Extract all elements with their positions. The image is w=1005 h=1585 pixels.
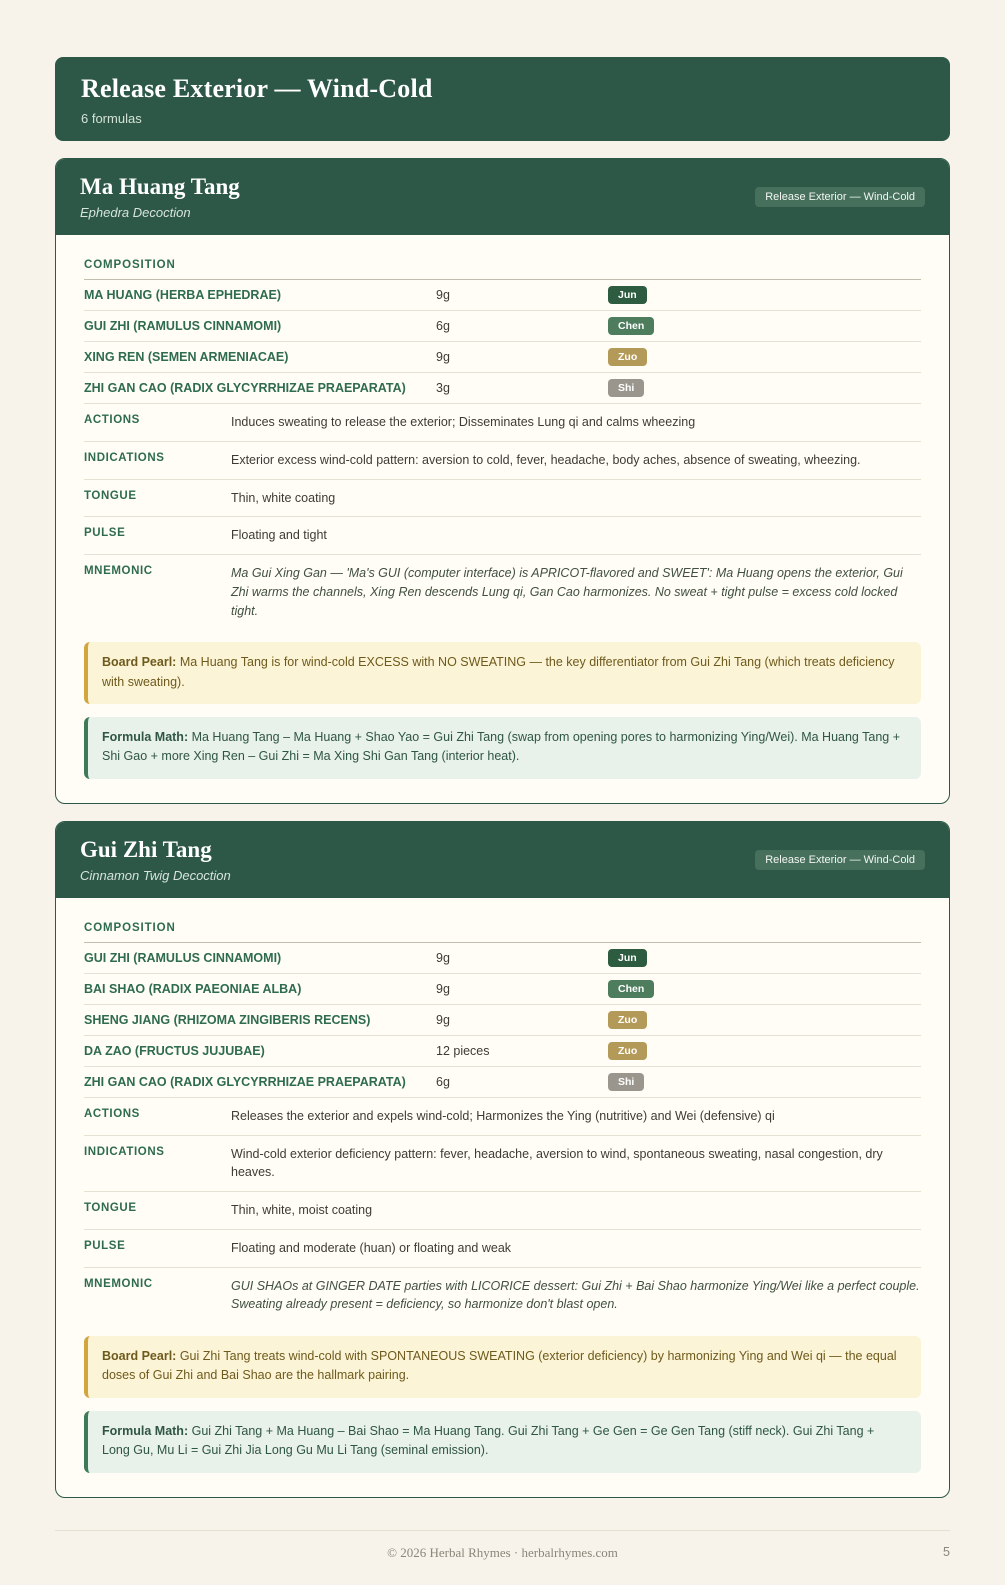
card-body [56, 235, 949, 803]
detail-text: Thin, white coating [231, 490, 336, 505]
composition-heading: COMPOSITION [84, 922, 921, 943]
board-pearl-callout [84, 1336, 921, 1398]
detail-row-actions [84, 404, 921, 442]
formula-card-gui-zhi-tang [55, 821, 950, 1498]
detail-label: TONGUE [84, 1202, 137, 1214]
detail-label: ACTIONS [84, 414, 140, 426]
composition-heading: COMPOSITION [84, 259, 921, 280]
formula-name: Ma Huang Tang [80, 174, 240, 199]
herb-name: BAI SHAO (RADIX PAEONIAE ALBA) [84, 973, 436, 1004]
detail-text: Exterior excess wind-cold pattern: aversion to cold, fever, headache, body aches, absence of sweating, wheezing. [231, 452, 861, 467]
composition-row [84, 973, 921, 1004]
detail-row-indications [84, 1136, 921, 1193]
formula-math-label: Formula Math: [102, 730, 189, 744]
card-header-text [80, 837, 231, 883]
formula-math-label: Formula Math: [102, 1423, 189, 1438]
role-badge: Zuo [608, 1011, 647, 1029]
formula-subtitle: Ephedra Decoction [80, 205, 191, 220]
herb-dose: 9g [436, 973, 608, 1004]
composition-table [84, 943, 921, 1098]
detail-text: Thin, white, moist coating [231, 1203, 373, 1217]
detail-row-tongue [84, 480, 921, 518]
card-header [56, 822, 949, 898]
section-title: Release Exterior — Wind-Cold [81, 74, 433, 103]
detail-label: PULSE [84, 1239, 126, 1252]
card-header [56, 159, 949, 235]
category-badge: Release Exterior — Wind-Cold [755, 850, 925, 870]
detail-text: Ma Gui Xing Gan — 'Ma's GUI (computer interface) is APRICOT-flavored and SWEET': Ma Huang opens the exterior, Gui Zhi warms the channels, Xing Ren descends Lung qi, Gan Cao harmonizes. No sweat + tight pulse = excess cold locked tight. [231, 566, 903, 618]
composition-row [84, 342, 921, 373]
herb-dose: 12 pieces [436, 1035, 608, 1066]
detail-text: Induces sweating to release the exterior; Disseminates Lung qi and calms wheezing [231, 415, 696, 429]
section-header [55, 57, 950, 141]
composition-row [84, 280, 921, 311]
composition-row [84, 1004, 921, 1035]
copyright-text: © 2026 Herbal Rhymes · herbalrhymes.com [387, 1544, 618, 1560]
detail-label: ACTIONS [84, 1107, 140, 1120]
herb-name: GUI ZHI (RAMULUS CINNAMOMI) [84, 943, 436, 974]
herb-dose: 3g [436, 373, 608, 404]
herb-name: SHENG JIANG (RHIZOMA ZINGIBERIS RECENS) [84, 1004, 436, 1035]
composition-row [84, 943, 921, 974]
role-badge: Shi [608, 1073, 644, 1091]
detail-label: PULSE [84, 527, 126, 540]
herb-name: DA ZAO (FRUCTUS JUJUBAE) [84, 1035, 436, 1066]
composition-table [84, 280, 921, 404]
card-header-text [80, 174, 240, 220]
role-badge: Shi [608, 379, 644, 397]
herb-name: MA HUANG (HERBA EPHEDRAE) [84, 280, 436, 311]
role-badge: Chen [608, 980, 654, 998]
detail-text: Floating and moderate (huan) or floating and weak [231, 1240, 512, 1255]
board-pearl-text: Gui Zhi Tang treats wind-cold with SPONTANEOUS SWEATING (exterior deficiency) by harmonizing Ying and Wei qi — the equal doses of Gui Zhi and Bai Shao are the hallmark pairing. [102, 1349, 897, 1383]
herb-dose: 6g [436, 1066, 608, 1097]
detail-row-mnemonic [84, 1268, 921, 1324]
role-badge: Jun [608, 949, 647, 967]
page-number: 5 [943, 1544, 950, 1559]
composition-row [84, 311, 921, 342]
detail-text: Wind-cold exterior deficiency pattern: fever, headache, aversion to wind, spontaneous sweating, nasal congestion, dry heaves. [231, 1146, 883, 1180]
category-badge: Release Exterior — Wind-Cold [755, 187, 925, 207]
formula-math-callout [84, 1411, 921, 1473]
formula-count: 6 formulas [81, 111, 142, 126]
role-badge: Zuo [608, 348, 647, 366]
card-body [56, 898, 949, 1497]
detail-row-mnemonic [84, 555, 921, 629]
composition-row [84, 373, 921, 404]
board-pearl-callout [84, 642, 921, 704]
composition-row [84, 1035, 921, 1066]
herb-dose: 9g [436, 342, 608, 373]
detail-row-pulse [84, 1230, 921, 1268]
role-badge: Chen [608, 317, 654, 335]
role-badge: Zuo [608, 1042, 647, 1060]
detail-text: Releases the exterior and expels wind-cold; Harmonizes the Ying (nutritive) and Wei (defensive) qi [231, 1108, 775, 1123]
detail-label: TONGUE [84, 489, 137, 502]
detail-label: MNEMONIC [84, 1277, 153, 1290]
herb-dose: 9g [436, 280, 608, 311]
formula-card-ma-huang-tang [55, 158, 950, 804]
herb-name: GUI ZHI (RAMULUS CINNAMOMI) [84, 311, 436, 342]
board-pearl-label: Board Pearl: [102, 655, 177, 670]
herb-name: XING REN (SEMEN ARMENIACAE) [84, 342, 436, 373]
herb-dose: 6g [436, 311, 608, 342]
herb-dose: 9g [436, 943, 608, 974]
formula-math-text: Ma Huang Tang – Ma Huang + Shao Yao = Gui Zhi Tang (swap from opening pores to harmonizing Ying/Wei). Ma Huang Tang + Shi Gao + more Xing Ren – Gui Zhi = Ma Xing Shi Gan Tang (interior heat). [102, 730, 901, 764]
herb-name: ZHI GAN CAO (RADIX GLYCYRRHIZAE PRAEPARATA) [84, 1066, 436, 1097]
detail-text: GUI SHAOs at GINGER DATE parties with LICORICE dessert: Gui Zhi + Bai Shao harmonize Ying/Wei like a perfect couple. Sweating already present = deficiency, so harmonize don't blast open. [231, 1278, 920, 1312]
detail-row-tongue [84, 1192, 921, 1230]
detail-row-pulse [84, 517, 921, 555]
detail-label: INDICATIONS [84, 451, 165, 464]
detail-text: Floating and tight [231, 528, 327, 543]
herb-name: ZHI GAN CAO (RADIX GLYCYRRHIZAE PRAEPARATA) [84, 373, 436, 404]
board-pearl-label: Board Pearl: [102, 1349, 177, 1363]
formula-name: Gui Zhi Tang [80, 836, 212, 862]
role-badge: Jun [608, 286, 647, 304]
detail-label: MNEMONIC [84, 565, 153, 577]
detail-row-actions [84, 1098, 921, 1136]
board-pearl-text: Ma Huang Tang is for wind-cold EXCESS with NO SWEATING — the key differentiator from Gui Zhi Tang (which treats deficiency with sweating). [102, 655, 895, 689]
composition-row [84, 1066, 921, 1097]
page-footer [55, 1530, 950, 1561]
formula-subtitle: Cinnamon Twig Decoction [80, 867, 231, 883]
formula-math-text: Gui Zhi Tang + Ma Huang – Bai Shao = Ma Huang Tang. Gui Zhi Tang + Ge Gen = Ge Gen Tang (stiff neck). Gui Zhi Tang + Long Gu, Mu Li = Gui Zhi Jia Long Gu Mu Li Tang (seminal emission). [102, 1423, 875, 1458]
herb-dose: 9g [436, 1004, 608, 1035]
detail-label: INDICATIONS [84, 1145, 165, 1158]
detail-row-indications [84, 442, 921, 480]
formula-math-callout [84, 717, 921, 779]
